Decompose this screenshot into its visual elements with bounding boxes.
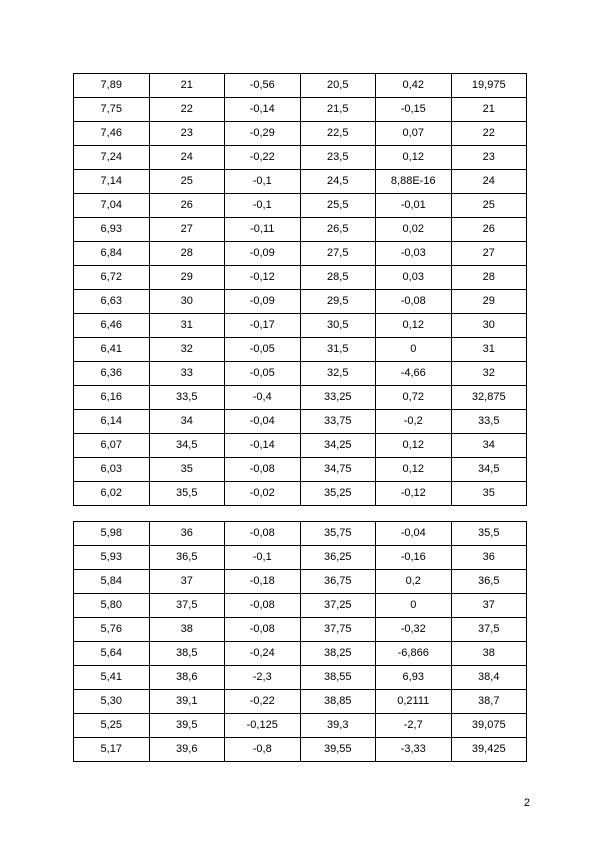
table-cell: 39,3 bbox=[300, 714, 376, 738]
table-row bbox=[74, 714, 527, 738]
table-cell: 23 bbox=[451, 146, 527, 170]
table-cell: 29,5 bbox=[300, 290, 376, 314]
table-cell: 35,25 bbox=[300, 482, 376, 506]
table-cell: 27,5 bbox=[300, 242, 376, 266]
table-cell: 6,72 bbox=[74, 266, 150, 290]
table-cell: 35 bbox=[451, 482, 527, 506]
table-row bbox=[74, 642, 527, 666]
table-row bbox=[74, 410, 527, 434]
table-cell: 8,88E-16 bbox=[376, 170, 452, 194]
table-cell: 5,76 bbox=[74, 618, 150, 642]
table-cell: -0,24 bbox=[225, 642, 301, 666]
table-cell: 6,16 bbox=[74, 386, 150, 410]
table-cell: 36 bbox=[149, 522, 225, 546]
table-cell: 34,5 bbox=[149, 434, 225, 458]
table-row bbox=[74, 618, 527, 642]
table-cell: 29 bbox=[451, 290, 527, 314]
table-cell: 26,5 bbox=[300, 218, 376, 242]
table-cell: -0,01 bbox=[376, 194, 452, 218]
table-cell: 39,55 bbox=[300, 738, 376, 762]
table-cell: 32 bbox=[451, 362, 527, 386]
table-cell: -0,05 bbox=[225, 338, 301, 362]
table-body bbox=[74, 74, 527, 506]
table-cell: 0,12 bbox=[376, 434, 452, 458]
table-cell: 27 bbox=[451, 242, 527, 266]
table-cell: 33,75 bbox=[300, 410, 376, 434]
table-cell: -0,1 bbox=[225, 170, 301, 194]
table-cell: 5,84 bbox=[74, 570, 150, 594]
table-cell: 24,5 bbox=[300, 170, 376, 194]
table-cell: 37 bbox=[451, 594, 527, 618]
table-cell: -0,8 bbox=[225, 738, 301, 762]
table-cell: 34,75 bbox=[300, 458, 376, 482]
table-cell: 7,04 bbox=[74, 194, 150, 218]
table-cell: 38,6 bbox=[149, 666, 225, 690]
table-cell: -0,14 bbox=[225, 434, 301, 458]
table-cell: -0,04 bbox=[225, 410, 301, 434]
table-cell: 21,5 bbox=[300, 98, 376, 122]
table-cell: -0,08 bbox=[225, 522, 301, 546]
table-cell: 6,03 bbox=[74, 458, 150, 482]
table-cell: -0,04 bbox=[376, 522, 452, 546]
table-cell: 39,075 bbox=[451, 714, 527, 738]
table-cell: 6,46 bbox=[74, 314, 150, 338]
table-cell: 7,14 bbox=[74, 170, 150, 194]
page-number: 2 bbox=[523, 797, 530, 809]
table-cell: 0 bbox=[376, 338, 452, 362]
table-cell: 33,25 bbox=[300, 386, 376, 410]
table-cell: -0,17 bbox=[225, 314, 301, 338]
table-cell: 6,63 bbox=[74, 290, 150, 314]
table-row bbox=[74, 570, 527, 594]
table-cell: -0,56 bbox=[225, 74, 301, 98]
table-cell: -0,05 bbox=[225, 362, 301, 386]
table-cell: 5,17 bbox=[74, 738, 150, 762]
table-cell: 5,93 bbox=[74, 546, 150, 570]
table-cell: 35,5 bbox=[451, 522, 527, 546]
table-cell: 0,03 bbox=[376, 266, 452, 290]
table-cell: 37 bbox=[149, 570, 225, 594]
table-cell: 21 bbox=[451, 98, 527, 122]
table-cell: 31 bbox=[149, 314, 225, 338]
table-cell: 21 bbox=[149, 74, 225, 98]
table-row bbox=[74, 74, 527, 98]
table-cell: -0,11 bbox=[225, 218, 301, 242]
table-cell: 23,5 bbox=[300, 146, 376, 170]
table-cell: 6,93 bbox=[376, 666, 452, 690]
table-cell: 38 bbox=[451, 642, 527, 666]
table-cell: -0,12 bbox=[225, 266, 301, 290]
table-row bbox=[74, 386, 527, 410]
table-cell: 6,36 bbox=[74, 362, 150, 386]
table-cell: 34 bbox=[451, 434, 527, 458]
table-cell: 37,25 bbox=[300, 594, 376, 618]
table-cell: 30 bbox=[149, 290, 225, 314]
table-cell: 32,875 bbox=[451, 386, 527, 410]
table-row bbox=[74, 666, 527, 690]
table-cell: 23 bbox=[149, 122, 225, 146]
table-cell: 28,5 bbox=[300, 266, 376, 290]
table-row bbox=[74, 338, 527, 362]
table-cell: 6,07 bbox=[74, 434, 150, 458]
table-cell: -0,15 bbox=[376, 98, 452, 122]
table-cell: -0,08 bbox=[225, 458, 301, 482]
table-cell: -4,66 bbox=[376, 362, 452, 386]
table-cell: -0,125 bbox=[225, 714, 301, 738]
table-cell: -0,4 bbox=[225, 386, 301, 410]
data-table-upper bbox=[73, 73, 527, 506]
table-cell: 19,975 bbox=[451, 74, 527, 98]
table-row bbox=[74, 690, 527, 714]
table-cell: 0,12 bbox=[376, 458, 452, 482]
table-cell: -0,09 bbox=[225, 290, 301, 314]
table-cell: 35 bbox=[149, 458, 225, 482]
table-cell: 30 bbox=[451, 314, 527, 338]
table-cell: 32 bbox=[149, 338, 225, 362]
table-row bbox=[74, 290, 527, 314]
table-cell: 38 bbox=[149, 618, 225, 642]
table-cell: 6,02 bbox=[74, 482, 150, 506]
table-row bbox=[74, 242, 527, 266]
table-cell: -0,29 bbox=[225, 122, 301, 146]
table-cell: 34 bbox=[149, 410, 225, 434]
table-cell: 27 bbox=[149, 218, 225, 242]
table-cell: 5,41 bbox=[74, 666, 150, 690]
table-cell: -0,03 bbox=[376, 242, 452, 266]
table-cell: 6,14 bbox=[74, 410, 150, 434]
table-row bbox=[74, 738, 527, 762]
table-cell: 38,85 bbox=[300, 690, 376, 714]
table-cell: 25 bbox=[451, 194, 527, 218]
table-row bbox=[74, 314, 527, 338]
table-cell: 5,98 bbox=[74, 522, 150, 546]
table-cell: 36 bbox=[451, 546, 527, 570]
table-cell: -0,02 bbox=[225, 482, 301, 506]
table-cell: 38,5 bbox=[149, 642, 225, 666]
table-cell: -0,16 bbox=[376, 546, 452, 570]
table-cell: 38,7 bbox=[451, 690, 527, 714]
table-cell: 7,89 bbox=[74, 74, 150, 98]
table-cell: 6,84 bbox=[74, 242, 150, 266]
table-body bbox=[74, 522, 527, 762]
table-cell: -2,3 bbox=[225, 666, 301, 690]
table-row bbox=[74, 194, 527, 218]
table-cell: 36,75 bbox=[300, 570, 376, 594]
table-cell: -0,1 bbox=[225, 194, 301, 218]
table-cell: 5,80 bbox=[74, 594, 150, 618]
table-cell: 34,5 bbox=[451, 458, 527, 482]
table-cell: 0,12 bbox=[376, 146, 452, 170]
table-cell: 0,07 bbox=[376, 122, 452, 146]
table-cell: 24 bbox=[451, 170, 527, 194]
table-cell: 37,5 bbox=[451, 618, 527, 642]
table-cell: -0,08 bbox=[225, 594, 301, 618]
table-row bbox=[74, 546, 527, 570]
table-cell: -0,09 bbox=[225, 242, 301, 266]
table-cell: 0,12 bbox=[376, 314, 452, 338]
table-cell: -0,32 bbox=[376, 618, 452, 642]
table-cell: 5,30 bbox=[74, 690, 150, 714]
table-row bbox=[74, 594, 527, 618]
table-cell: 28 bbox=[451, 266, 527, 290]
table-cell: -0,1 bbox=[225, 546, 301, 570]
table-cell: 26 bbox=[451, 218, 527, 242]
table-cell: 5,25 bbox=[74, 714, 150, 738]
table-row bbox=[74, 122, 527, 146]
table-cell: -0,08 bbox=[376, 290, 452, 314]
table-cell: 0,72 bbox=[376, 386, 452, 410]
table-cell: 29 bbox=[149, 266, 225, 290]
table-cell: -0,08 bbox=[225, 618, 301, 642]
table-cell: 0,2 bbox=[376, 570, 452, 594]
table-cell: -0,22 bbox=[225, 146, 301, 170]
table-cell: 26 bbox=[149, 194, 225, 218]
table-cell: -0,14 bbox=[225, 98, 301, 122]
table-cell: 22 bbox=[149, 98, 225, 122]
table-cell: 7,24 bbox=[74, 146, 150, 170]
table-cell: 31,5 bbox=[300, 338, 376, 362]
table-cell: 34,25 bbox=[300, 434, 376, 458]
table-cell: 33 bbox=[149, 362, 225, 386]
table-row bbox=[74, 170, 527, 194]
table-row bbox=[74, 458, 527, 482]
data-table-lower bbox=[73, 521, 527, 762]
table-cell: 35,75 bbox=[300, 522, 376, 546]
table-cell: 36,25 bbox=[300, 546, 376, 570]
table-cell: -0,18 bbox=[225, 570, 301, 594]
table-cell: 38,25 bbox=[300, 642, 376, 666]
table-cell: 33,5 bbox=[451, 410, 527, 434]
table-cell: 5,64 bbox=[74, 642, 150, 666]
table-cell: -0,22 bbox=[225, 690, 301, 714]
table-cell: 6,93 bbox=[74, 218, 150, 242]
table-cell: 28 bbox=[149, 242, 225, 266]
table-cell: 38,55 bbox=[300, 666, 376, 690]
table-row bbox=[74, 522, 527, 546]
table-cell: -3,33 bbox=[376, 738, 452, 762]
table-cell: -0,2 bbox=[376, 410, 452, 434]
table-cell: 39,6 bbox=[149, 738, 225, 762]
table-cell: 36,5 bbox=[451, 570, 527, 594]
table-cell: -2,7 bbox=[376, 714, 452, 738]
table-cell: -6,866 bbox=[376, 642, 452, 666]
table-cell: 39,5 bbox=[149, 714, 225, 738]
table-cell: 22 bbox=[451, 122, 527, 146]
table-cell: 7,46 bbox=[74, 122, 150, 146]
table-cell: 32,5 bbox=[300, 362, 376, 386]
table-row bbox=[74, 482, 527, 506]
table-cell: 25,5 bbox=[300, 194, 376, 218]
table-cell: 31 bbox=[451, 338, 527, 362]
table-cell: 38,4 bbox=[451, 666, 527, 690]
table-row bbox=[74, 98, 527, 122]
table-cell: 0,2111 bbox=[376, 690, 452, 714]
table-cell: 35,5 bbox=[149, 482, 225, 506]
table-row bbox=[74, 218, 527, 242]
table-row bbox=[74, 266, 527, 290]
table-cell: 7,75 bbox=[74, 98, 150, 122]
table-cell: 37,75 bbox=[300, 618, 376, 642]
table-row bbox=[74, 434, 527, 458]
table-row bbox=[74, 146, 527, 170]
table-cell: 20,5 bbox=[300, 74, 376, 98]
table-cell: 36,5 bbox=[149, 546, 225, 570]
table-cell: -0,12 bbox=[376, 482, 452, 506]
table-cell: 24 bbox=[149, 146, 225, 170]
table-cell: 39,1 bbox=[149, 690, 225, 714]
table-cell: 0,02 bbox=[376, 218, 452, 242]
table-cell: 37,5 bbox=[149, 594, 225, 618]
table-cell: 0 bbox=[376, 594, 452, 618]
table-row bbox=[74, 362, 527, 386]
table-cell: 22,5 bbox=[300, 122, 376, 146]
table-cell: 30,5 bbox=[300, 314, 376, 338]
table-cell: 33,5 bbox=[149, 386, 225, 410]
table-cell: 25 bbox=[149, 170, 225, 194]
table-cell: 0,42 bbox=[376, 74, 452, 98]
table-cell: 39,425 bbox=[451, 738, 527, 762]
table-cell: 6,41 bbox=[74, 338, 150, 362]
